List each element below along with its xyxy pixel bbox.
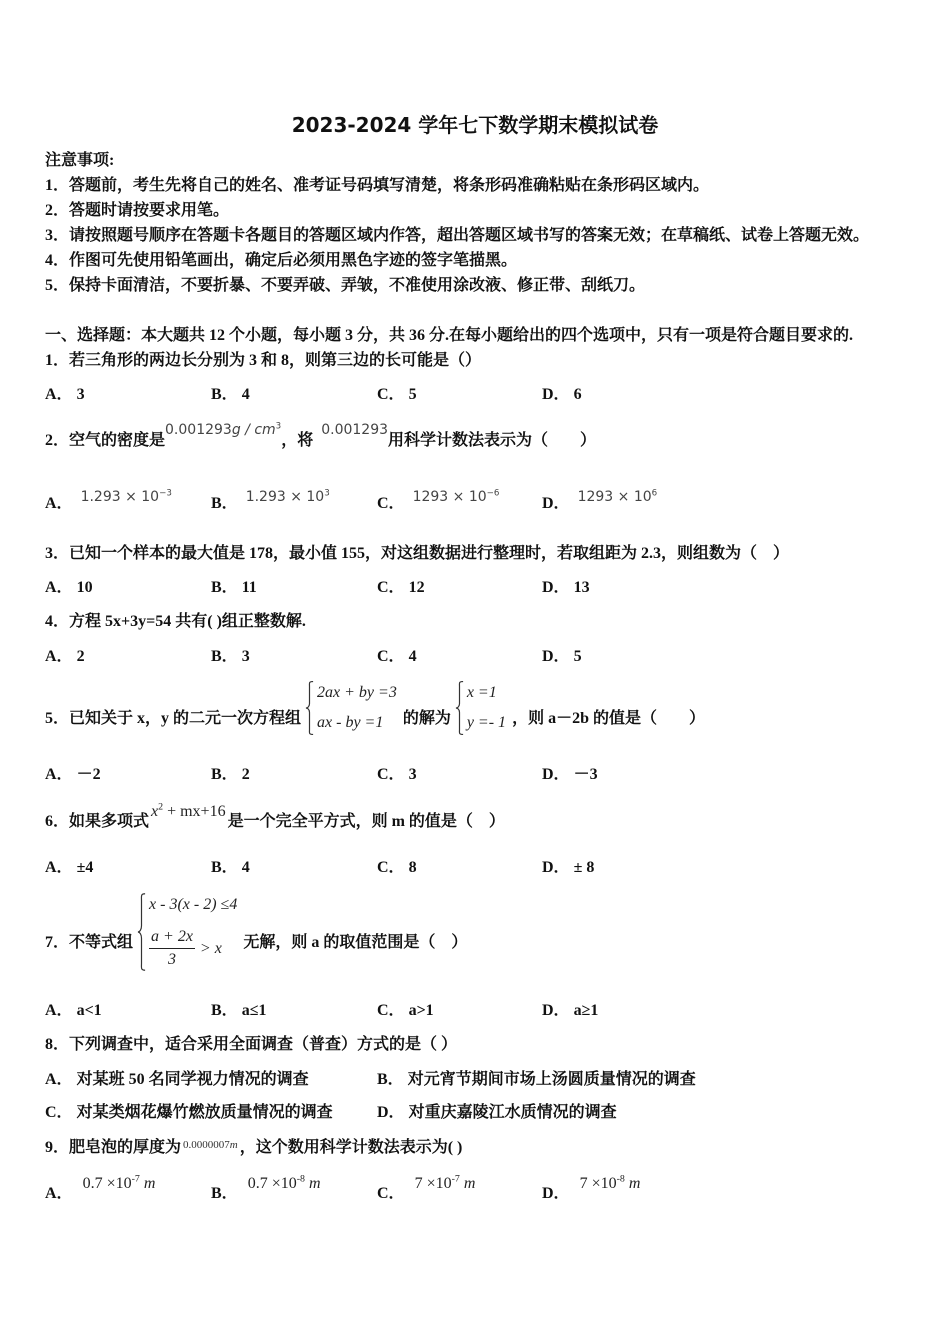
option-text: 对元宵节期间市场上汤圆质量情况的调查 <box>407 1071 696 1088</box>
option-text: a<1 <box>76 1002 102 1019</box>
left-brace-icon <box>455 681 464 735</box>
option-text: 2 <box>241 766 250 783</box>
exponent: −6 <box>486 488 500 499</box>
question-6-stem <box>45 801 505 832</box>
system-lines <box>317 681 397 735</box>
poly-base: x <box>151 803 159 820</box>
option-text: 5 <box>408 386 417 403</box>
exponent: −3 <box>159 488 172 499</box>
system-lines <box>467 681 506 735</box>
q3-option-c <box>377 578 425 598</box>
option-label: C． <box>377 1185 405 1202</box>
inequality-line: x - 3(x - 2) ≤4 <box>149 896 238 913</box>
fraction-denominator: 3 <box>167 951 176 968</box>
fraction-numerator: a + 2x <box>149 926 195 949</box>
option-formula <box>413 487 500 507</box>
equation-line: ax - by =1 <box>317 714 384 731</box>
option-text: 4 <box>241 859 250 876</box>
option-text: 3 <box>76 386 85 403</box>
option-text: －2 <box>76 766 101 783</box>
mantissa: 0.7 ×10 <box>247 1175 297 1192</box>
option-formula <box>81 487 172 507</box>
option-text: 4 <box>241 386 250 403</box>
option-label: D． <box>542 859 570 876</box>
option-formula <box>246 487 330 507</box>
question-7-stem <box>45 892 467 972</box>
option-label: B． <box>211 1002 238 1019</box>
option-formula <box>248 1174 321 1194</box>
q8-option-b <box>377 1070 696 1090</box>
option-text: 4 <box>408 648 417 665</box>
thickness-formula <box>183 1135 238 1155</box>
q7-option-c <box>377 1001 434 1021</box>
option-text: 3 <box>408 766 417 783</box>
q8-option-d <box>377 1103 617 1123</box>
q1-option-a <box>45 385 85 405</box>
note-item-3: 3．请按照题号顺序在答题卡各题目的答题区域内作答，超出答题区域书写的答案无效；在草稿纸、试卷上答题无效。 <box>45 227 870 244</box>
note-item-2: 2．答题时请按要求用笔。 <box>45 202 230 219</box>
q7-option-d <box>542 1001 598 1021</box>
stem-text: 5．已知关于 x，y 的二元一次方程组 <box>45 709 302 727</box>
exponent: -8 <box>296 1173 305 1185</box>
question-4-stem: 4．方程 5x+3y=54 共有( )组正整数解. <box>45 613 306 630</box>
option-text: 13 <box>573 579 590 596</box>
stem-text: 9．肥皂泡的厚度为 <box>45 1139 182 1156</box>
option-label: A． <box>45 579 73 596</box>
option-formula <box>580 1174 641 1194</box>
option-label: C． <box>45 1104 73 1121</box>
fraction <box>149 926 195 971</box>
exponent: 3 <box>324 488 330 499</box>
q8-option-a <box>45 1070 309 1090</box>
option-label: B． <box>211 579 238 596</box>
stem-text: 用科学计数法表示为（ ） <box>388 432 597 449</box>
q4-option-a <box>45 647 85 667</box>
q2-option-a <box>45 488 172 514</box>
option-text: 6 <box>573 386 582 403</box>
stem-text: 7．不等式组 <box>45 933 134 951</box>
density-unit: g / cm <box>231 422 276 438</box>
polynomial-formula <box>151 802 226 822</box>
option-label: A． <box>45 766 73 783</box>
q4-option-d <box>542 647 582 667</box>
option-text: 2 <box>76 648 85 665</box>
density-exponent: 3 <box>275 421 282 432</box>
option-text: 3 <box>241 648 250 665</box>
stem-text: ，将 <box>281 432 314 449</box>
option-label: B． <box>211 1185 238 1202</box>
stem-text: 是一个完全平方式，则 m 的值是（ ） <box>227 813 505 830</box>
option-label: D． <box>377 1104 405 1121</box>
option-label: A． <box>45 495 73 512</box>
option-text: a≥1 <box>573 1002 599 1019</box>
thickness-unit: m <box>229 1139 238 1151</box>
stem-text: 无解，则 a 的取值范围是（ ） <box>243 933 468 951</box>
poly-exponent: 2 <box>158 801 164 813</box>
option-label: B． <box>211 495 238 512</box>
section-heading: 一、选择题：本大题共 12 个小题，每小题 3 分，共 36 分.在每小题给出的四个选项中，只有一项是符合题目要求的. <box>45 327 854 344</box>
q3-option-d <box>542 578 590 598</box>
question-9-stem <box>45 1138 462 1159</box>
mantissa: 1.293 × 10 <box>245 489 325 505</box>
option-label: A． <box>45 1002 73 1019</box>
mantissa: 1293 × 10 <box>577 489 652 505</box>
option-label: C． <box>377 648 405 665</box>
option-label: D． <box>542 1185 570 1202</box>
q5-option-b <box>211 765 250 785</box>
option-label: B． <box>211 859 238 876</box>
option-text: 8 <box>408 859 417 876</box>
q7-option-a <box>45 1001 102 1021</box>
exam-title: 2023-2024 学年七下数学期末模拟试卷 <box>291 113 659 137</box>
option-label: B． <box>211 648 238 665</box>
option-label: C． <box>377 495 405 512</box>
option-label: C． <box>377 859 405 876</box>
option-label: C． <box>377 386 405 403</box>
option-text: 11 <box>241 579 257 596</box>
stem-text: 2．空气的密度是 <box>45 432 166 449</box>
exponent: -7 <box>451 1173 460 1185</box>
solution-line: y =- 1 <box>466 714 507 731</box>
equation-system <box>305 681 397 735</box>
q5-option-a <box>45 765 101 785</box>
stem-text: 的解为 <box>402 709 451 727</box>
poly-rest: + mx+16 <box>163 803 226 820</box>
exponent: -7 <box>131 1173 140 1185</box>
option-label: A． <box>45 1071 73 1088</box>
inequality-system <box>137 893 237 971</box>
option-label: C． <box>377 579 405 596</box>
q3-option-a <box>45 578 93 598</box>
option-text: －3 <box>573 766 598 783</box>
q2-option-d <box>542 488 658 514</box>
left-brace-icon <box>305 681 314 735</box>
stem-text: 6．如果多项式 <box>45 813 150 830</box>
solution-system <box>455 681 506 735</box>
unit: m <box>463 1175 476 1192</box>
option-label: B． <box>211 766 238 783</box>
q1-option-c <box>377 385 417 405</box>
option-text: a≤1 <box>241 1002 267 1019</box>
fraction-inequality <box>149 926 237 971</box>
option-text: 5 <box>573 648 582 665</box>
number-formula: 0.001293 <box>321 422 389 438</box>
option-text: 12 <box>408 579 425 596</box>
question-1-stem: 1．若三角形的两边长分别为 3 和 8，则第三边的长可能是（） <box>45 352 482 369</box>
unit: m <box>143 1175 156 1192</box>
option-formula <box>578 487 658 507</box>
q1-option-d <box>542 385 582 405</box>
exponent: -8 <box>616 1173 625 1185</box>
option-label: B． <box>211 386 238 403</box>
note-item-5: 5．保持卡面清洁，不要折暴、不要弄破、弄皱，不准使用涂改液、修正带、刮纸刀。 <box>45 277 646 294</box>
q8-option-c <box>45 1103 333 1123</box>
mantissa: 0.7 ×10 <box>82 1175 132 1192</box>
option-text: 对某类烟花爆竹燃放质量情况的调查 <box>76 1104 333 1121</box>
option-label: D． <box>542 386 570 403</box>
q2-option-c <box>377 488 500 514</box>
q5-option-c <box>377 765 417 785</box>
mantissa: 1.293 × 10 <box>80 489 160 505</box>
unit: m <box>628 1175 641 1192</box>
q4-option-c <box>377 647 417 667</box>
option-text: 对重庆嘉陵江水质情况的调查 <box>408 1104 617 1121</box>
left-brace-icon <box>137 893 146 971</box>
q6-option-a <box>45 858 93 878</box>
option-label: D． <box>542 579 570 596</box>
density-value: 0.001293 <box>165 422 232 438</box>
mantissa: 1293 × 10 <box>412 489 487 505</box>
exponent: 6 <box>651 488 658 499</box>
unit: m <box>308 1175 321 1192</box>
notes-heading: 注意事项: <box>45 152 115 169</box>
q1-option-b <box>211 385 250 405</box>
option-text: ± 8 <box>573 859 595 876</box>
system-lines <box>149 893 237 971</box>
thickness-value: 0.0000007 <box>183 1139 230 1151</box>
note-item-4: 4．作图可先使用铅笔画出，确定后必须用黑色字迹的签字笔描黑。 <box>45 252 518 269</box>
option-text: 对某班 50 名同学视力情况的调查 <box>76 1071 309 1088</box>
mantissa: 7 ×10 <box>579 1175 617 1192</box>
fraction-rhs: > x <box>199 939 222 957</box>
note-item-1: 1．答题前，考生先将自己的姓名、准考证号码填写清楚，将条形码准确粘贴在条形码区域内。 <box>45 177 710 194</box>
q6-option-d <box>542 858 594 878</box>
option-label: D． <box>542 1002 570 1019</box>
question-2-stem <box>45 421 597 451</box>
option-label: C． <box>377 1002 405 1019</box>
density-formula <box>165 420 281 440</box>
q6-option-b <box>211 858 250 878</box>
option-label: A． <box>45 1185 73 1202</box>
option-label: D． <box>542 648 570 665</box>
stem-text: ，这个数用科学计数法表示为( ) <box>239 1139 463 1156</box>
question-3-stem: 3．已知一个样本的最大值是 178，最小值 155，对这组数据进行整理时，若取组距为 2.3，则组数为（ ） <box>45 545 790 562</box>
option-label: D． <box>542 766 570 783</box>
option-label: A． <box>45 386 73 403</box>
option-label: C． <box>377 766 405 783</box>
option-label: A． <box>45 648 73 665</box>
option-label: A． <box>45 859 73 876</box>
equation-line: 2ax + by =3 <box>317 684 397 701</box>
q2-option-b <box>211 488 330 514</box>
option-text: 10 <box>76 579 93 596</box>
option-text: ±4 <box>76 859 94 876</box>
option-label: B． <box>377 1071 404 1088</box>
stem-text: ，则 a－2b 的值是（ ） <box>512 709 705 727</box>
q4-option-b <box>211 647 250 667</box>
option-text: a>1 <box>408 1002 434 1019</box>
q3-option-b <box>211 578 257 598</box>
option-label: D． <box>542 495 570 512</box>
solution-line: x =1 <box>466 684 497 701</box>
q6-option-c <box>377 858 417 878</box>
q7-option-b <box>211 1001 266 1021</box>
option-formula <box>83 1174 156 1194</box>
question-8-stem: 8．下列调查中，适合采用全面调查（普查）方式的是（ ） <box>45 1036 458 1053</box>
q5-option-d <box>542 765 598 785</box>
question-5-stem <box>45 680 705 736</box>
mantissa: 7 ×10 <box>414 1175 452 1192</box>
option-formula <box>415 1174 476 1194</box>
